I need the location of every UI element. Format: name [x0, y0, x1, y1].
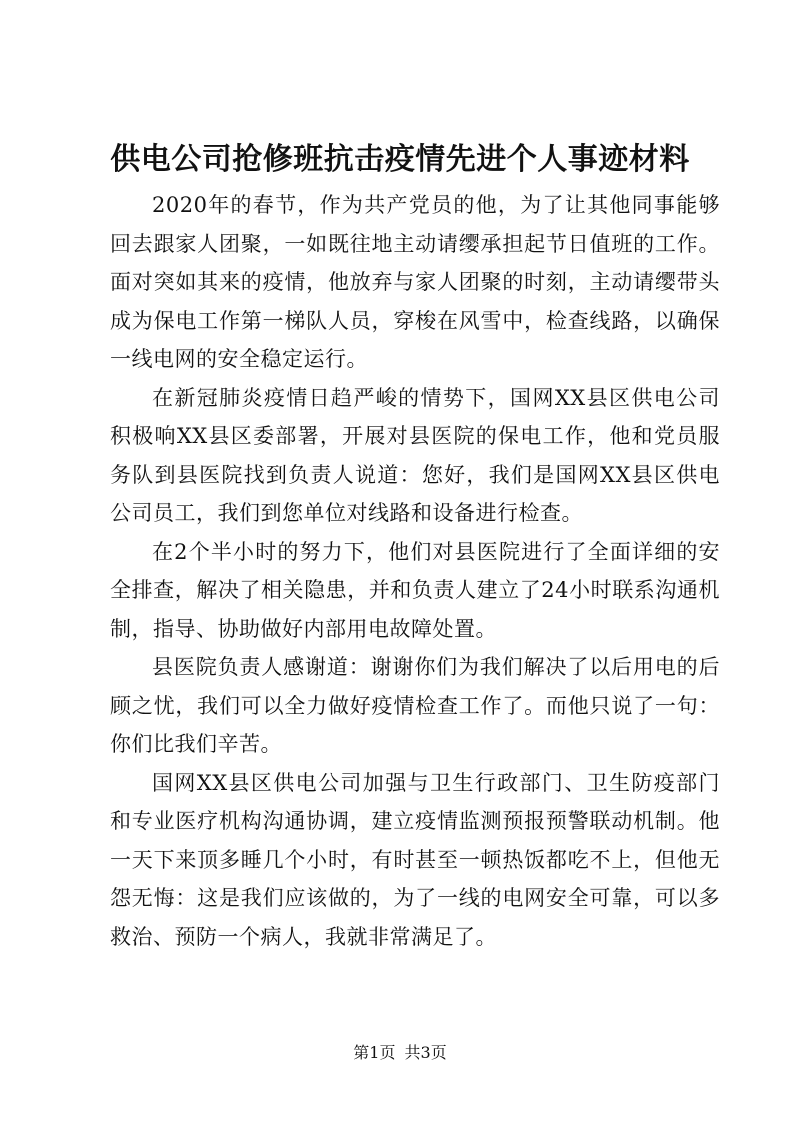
document-title: 供电公司抢修班抗击疫情先进个人事迹材料 [110, 142, 690, 177]
document-body [110, 186, 720, 956]
page-number: 第1页 [353, 1043, 396, 1062]
paragraph-2: 在新冠肺炎疫情日趋严峻的情势下，国网XX县区供电公司积极响XX县区委部署，开展对县医院的保电工作，他和党员服务队到县医院找到负责人说道：您好，我们是国网XX县区供电公司员工，我们到您单位对线路和设备进行检查。 [110, 385, 720, 525]
page-total: 共3页 [404, 1043, 447, 1062]
paragraph-3: 在2个半小时的努力下，他们对县医院进行了全面详细的安全排查，解决了相关隐患，并和负责人建立了24小时联系沟通机制，指导、协助做好内部用电故障处置。 [110, 539, 720, 641]
page-footer [0, 1041, 800, 1065]
paragraph-5: 国网XX县区供电公司加强与卫生行政部门、卫生防疫部门和专业医疗机构沟通协调，建立疫情监测预报预警联动机制。他一天下来顶多睡几个小时，有时甚至一顿热饭都吃不上，但他无怨无悔：这是我们应该做的，为了一线的电网安全可靠，可以多救治、预防一个病人，我就非常满足了。 [110, 770, 720, 949]
paragraph-1: 2020年的春节，作为共产党员的他，为了让其他同事能够回去跟家人团聚，一如既往地主动请缨承担起节日值班的工作。面对突如其来的疫情，他放弃与家人团聚的时刻，主动请缨带头成为保电工作第一梯队人员，穿梭在风雪中，检查线路，以确保一线电网的安全稳定运行。 [110, 193, 720, 371]
paragraph-4: 县医院负责人感谢道：谢谢你们为我们解决了以后用电的后顾之忧，我们可以全力做好疫情检查工作了。而他只说了一句：你们比我们辛苦。 [110, 655, 720, 756]
